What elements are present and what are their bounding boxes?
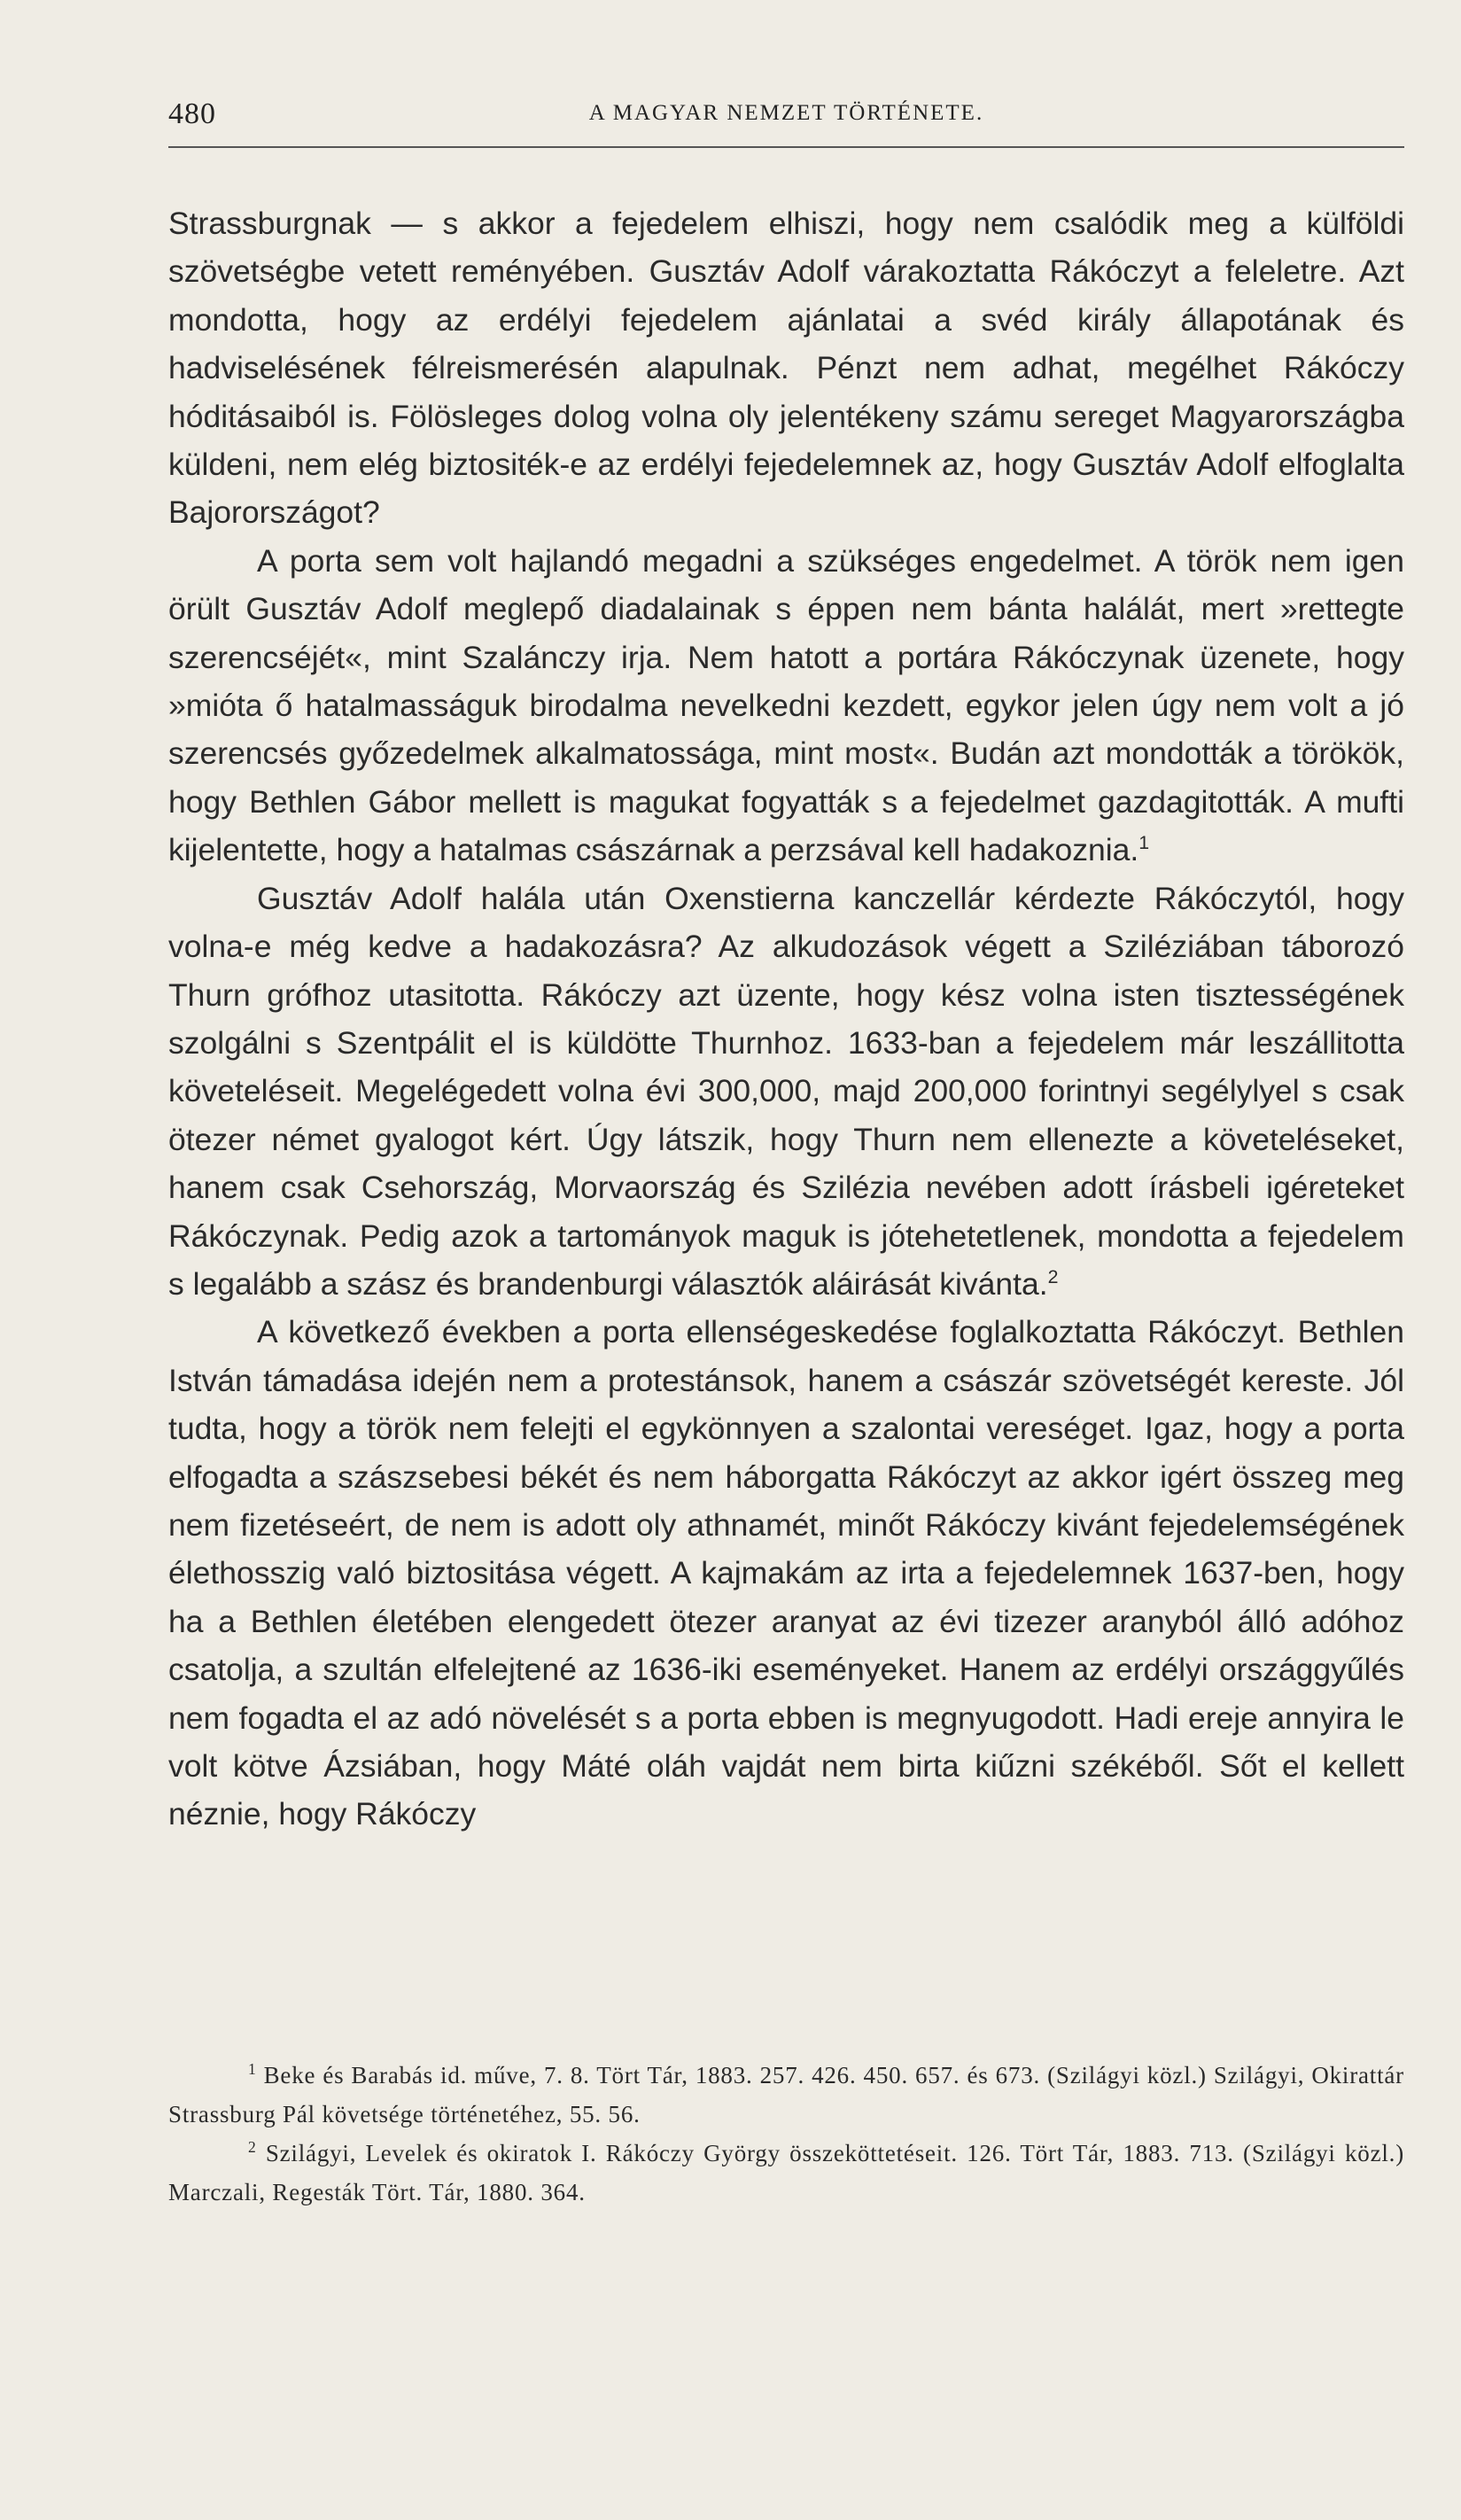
paragraph-3: [168, 875, 1404, 1309]
running-title: A MAGYAR NEMZET TÖRTÉNETE.: [588, 101, 984, 125]
paragraph-4: A következő években a porta ellenségeskedése foglalkoztatta Rákóczyt. Bethlen István támadása idején nem a protestánsok, hanem a császár szövetségét kereste. Jól tudta, hogy a török nem felejti el egykönnyen a szalontai vereséget. Igaz, hogy a porta elfogadta a szászsebesi békét és nem háborgatta Rákóczyt az akkor igért összeg meg nem fizetéseért, de nem is adott oly athnamét, minőt Rákóczy kivánt fejedelemségének élethosszig való biztositása végett. A kajmakám az irta a fejedelemnek 1637-ben, hogy ha a Bethlen életében elengedett ötezer aranyat az évi tizezer aranyból álló adóhoz csatolja, a szultán elfelejtené az 1636-iki eseményeket. Hanem az erdélyi országgyűlés nem fogadta el az adó növelését s a porta ebben is megnyugodott. Hadi ereje annyira le volt kötve Ázsiában, hogy Máté oláh vajdát nem birta kiűzni székéből. Sőt el kellett néznie, hogy Rákóczy: [168, 1314, 1404, 1832]
footnote-2-text: Szilágyi, Levelek és okiratok I. Rákóczy György összeköttetéseit. 126. Tört Tár, 1883. 713. (Szilágyi közl.) Marczali, Regesták Tört. Tár, 1880. 364.: [168, 2140, 1404, 2205]
footnote-2-mark: 2: [248, 2138, 257, 2156]
paragraph-3-text: Gusztáv Adolf halála után Oxenstierna kanczellár kérdezte Rákóczytól, hogy volna-e még kedve a hadakozásra? Az alkudozások végett a Sziléziában táborozó Thurn grófhoz utasitotta. Rákóczy azt üzente, hogy kész volna isten tisztességének szolgálni s Szentpálit el is küldötte Thurnhoz. 1633-ban a fejedelem már leszállitotta követeléseit. Megelégedett volna évi 300,000, majd 200,000 forintnyi segélylyel s csak ötezer német gyalogot kért. Úgy látszik, hogy Thurn nem ellenezte a követeléseket, hanem csak Csehország, Morvaország és Szilézia nevében adott írásbeli igéreteket Rákóczynak. Pedig azok a tartományok maguk is jótehetetlenek, mondotta a fejedelem s legalább a szász és brandenburgi választók aláirását kivánta.: [168, 880, 1404, 1302]
footnote-2: [168, 2134, 1404, 2212]
footnote-ref-2: 2: [1047, 1266, 1059, 1288]
paragraph-2-text: A porta sem volt hajlandó megadni a szükséges engedelmet. A török nem igen örült Gusztáv Adolf meglepő diadalainak s éppen nem bánta halálát, mert »rettegte szerencséjét«, mint Szalánczy irja. Nem hatott a portára Rákóczynak üzenete, hogy »mióta ő hatalmasságuk birodalma nevelkedni kezdett, egykor jelen úgy nem volt a jó szerencsés győzedelmek alkalmatossága, mint most«. Budán azt mondották a törökök, hogy Bethlen Gábor mellett is magukat fogyatták s a fejedelmet gazdagitották. A mufti kijelentette, hogy a hatalmas császárnak a perzsával kell hadakoznia.: [168, 542, 1404, 868]
footnote-1-mark: 1: [248, 2060, 257, 2078]
footnote-1: [168, 2056, 1404, 2134]
footnote-ref-1: 1: [1138, 832, 1150, 854]
page-number: 480: [168, 97, 216, 130]
paragraph-1: Strassburgnak — s akkor a fejedelem elhiszi, hogy nem csalódik meg a külföldi szövetségbe vetett reményében. Gusztáv Adolf várakoztatta Rákóczyt a feleletre. Azt mondotta, hogy az erdélyi fejedelem ajánlatai a svéd király állapotának és hadviselésének félreismerésén alapulnak. Pénzt nem adhat, megélhet Rákóczy hóditásaiból is. Fölösleges dolog volna oly jelentékeny számu sereget Magyarországba küldeni, nem elég biztositék-e az erdélyi fejedelemnek az, hogy Gusztáv Adolf elfoglalta Bajorországot?: [168, 206, 1404, 531]
page-header: [168, 97, 1404, 151]
paragraph-2: [168, 537, 1404, 875]
footnotes: [168, 2056, 1404, 2212]
header-rule: [168, 146, 1404, 148]
body-text: [168, 199, 1404, 1839]
footnote-1-text: Beke és Barabás id. műve, 7. 8. Tört Tár, 1883. 257. 426. 450. 657. és 673. (Szilágyi közl.) Szilágyi, Okirattár Strassburg Pál követsége történetéhez, 55. 56.: [168, 2062, 1404, 2127]
